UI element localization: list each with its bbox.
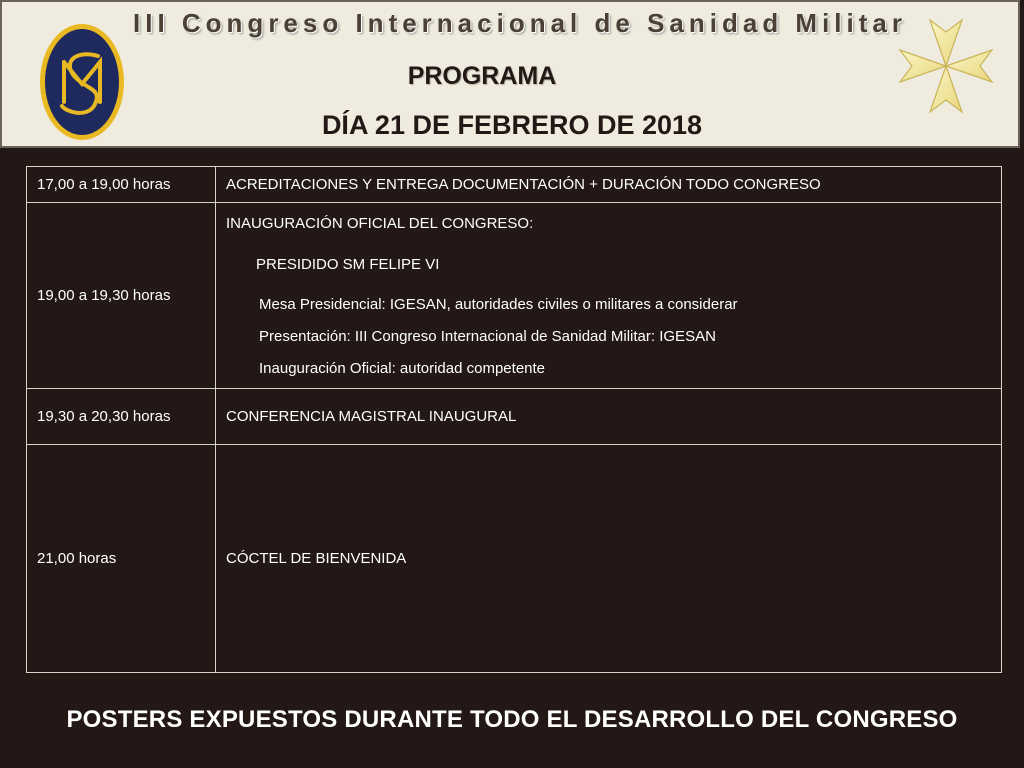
presided-by: PRESIDIDO SM FELIPE VI: [256, 255, 440, 273]
activity-detail: Inauguración Oficial: autoridad competente: [259, 359, 546, 377]
header-banner: [0, 0, 1020, 148]
activity-cell: [216, 203, 1002, 389]
time-cell: 21,00 horas: [27, 445, 216, 673]
activity-cell: ACREDITACIONES Y ENTREGA DOCUMENTACIÓN + DURACIÓN TODO CONGRESO: [216, 167, 1002, 203]
activity-heading: INAUGURACIÓN OFICIAL DEL CONGRESO:: [226, 214, 534, 232]
date-heading: DÍA 21 DE FEBRERO DE 2018: [321, 110, 703, 140]
table-row: [27, 203, 1002, 389]
time-cell: 17,00 a 19,00 horas: [27, 167, 216, 203]
time-cell: 19,30 a 20,30 horas: [27, 389, 216, 445]
maltese-cross-icon: [892, 12, 1000, 120]
activity-cell: CONFERENCIA MAGISTRAL INAUGURAL: [216, 389, 1002, 445]
program-heading: PROGRAMA: [407, 62, 557, 90]
congress-title: III Congreso Internacional de Sanidad Militar: [133, 8, 907, 38]
activity-detail: Presentación: III Congreso Internacional de Sanidad Militar: IGESAN: [259, 327, 716, 345]
logo-text: SM: [81, 88, 83, 89]
table-row: [27, 445, 1002, 673]
schedule-table: [26, 166, 1002, 673]
table-row: [27, 167, 1002, 203]
activity-cell: CÓCTEL DE BIENVENIDA: [216, 445, 1002, 673]
time-cell: 19,00 a 19,30 horas: [27, 203, 216, 389]
activity-detail: Mesa Presidencial: IGESAN, autoridades civiles o militares a considerar: [259, 295, 738, 313]
table-row: [27, 389, 1002, 445]
posters-note: POSTERS EXPUESTOS DURANTE TODO EL DESARROLLO DEL CONGRESO: [66, 706, 958, 733]
